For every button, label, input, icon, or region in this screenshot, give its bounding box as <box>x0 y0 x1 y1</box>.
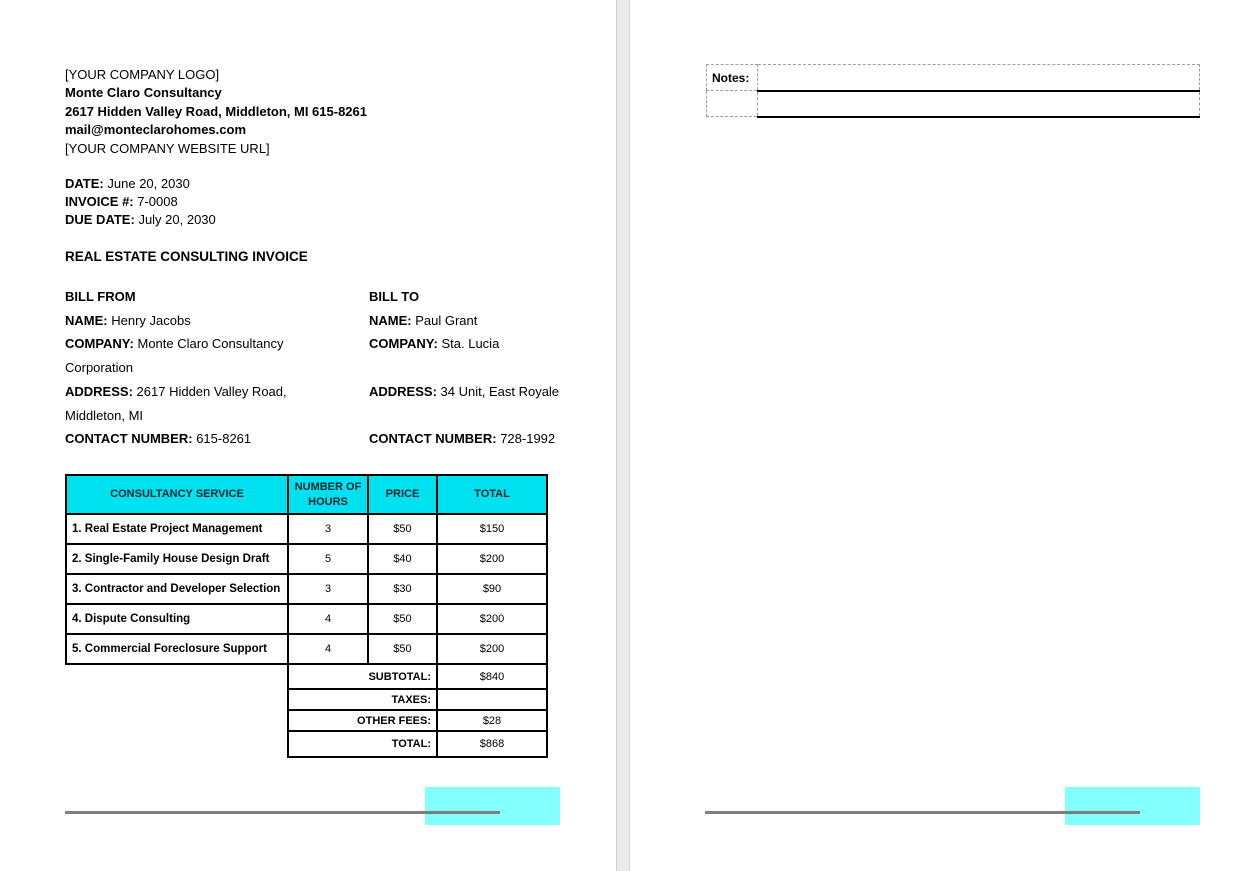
invoice-page <box>0 0 616 871</box>
total-cell: $200 <box>437 634 547 664</box>
signature-highlight-field[interactable] <box>1065 787 1200 825</box>
invoice-meta-block <box>65 175 216 230</box>
table-row <box>66 634 547 664</box>
company-email: mail@monteclarohomes.com <box>65 122 247 138</box>
bill-from-company <box>65 332 360 379</box>
date-value: June 20, 2030 <box>107 176 190 191</box>
bill-to-contact <box>369 427 580 451</box>
price-cell: $30 <box>368 574 437 604</box>
price-cell: $50 <box>368 514 437 544</box>
bill-to-name-label: NAME: <box>369 312 412 328</box>
taxes-row <box>66 689 547 710</box>
bill-from-name-value: Henry Jacobs <box>111 312 191 328</box>
price-cell: $50 <box>368 634 437 664</box>
service-name-cell: 4. Dispute Consulting <box>66 604 288 634</box>
service-name-cell: 2. Single-Family House Design Draft <box>66 544 288 574</box>
services-table-header-row <box>66 475 547 514</box>
col-header-price: PRICE <box>368 475 437 514</box>
signature-highlight-field[interactable] <box>425 787 560 825</box>
hours-cell: 4 <box>288 634 368 664</box>
grand-total-value: $868 <box>437 731 547 757</box>
page-gap-divider <box>616 0 630 871</box>
bill-to-address-label: ADDRESS: <box>369 383 437 399</box>
invoice-due-date-row <box>65 211 216 229</box>
signature-line[interactable] <box>65 811 500 814</box>
subtotal-row <box>66 664 547 689</box>
bill-from-address-value: 2617 Hidden Valley Road, Middleton, MI <box>65 383 287 423</box>
bill-to-company <box>369 332 580 379</box>
bill-from-address-label: ADDRESS: <box>65 383 133 399</box>
company-website-placeholder: [YOUR COMPANY WEBSITE URL] <box>65 140 270 156</box>
col-header-number-of-hours: NUMBER OF HOURS <box>288 475 368 514</box>
signature-line[interactable] <box>705 811 1140 814</box>
notes-table <box>706 64 1200 118</box>
notes-page <box>630 0 1247 871</box>
company-name: Monte Claro Consultancy <box>65 85 222 101</box>
summary-spacer <box>66 664 288 689</box>
bill-from-name <box>65 309 360 333</box>
table-row <box>66 604 547 634</box>
company-logo-placeholder: [YOUR COMPANY LOGO] <box>65 67 220 82</box>
notes-label: Notes: <box>707 65 758 91</box>
due-date-label: DUE DATE: <box>65 212 135 228</box>
subtotal-value: $840 <box>437 664 547 689</box>
total-cell: $200 <box>437 604 547 634</box>
price-cell: $50 <box>368 604 437 634</box>
bill-to-company-label: COMPANY: <box>369 336 438 352</box>
bill-from-company-value: Monte Claro Consultancy Corporation <box>65 336 284 376</box>
notes-row <box>707 91 1200 117</box>
bill-to-name-value: Paul Grant <box>415 312 478 328</box>
bill-to-name <box>369 309 580 333</box>
summary-spacer <box>66 710 288 731</box>
other-fees-label: OTHER FEES: <box>288 710 437 731</box>
table-row <box>66 514 547 544</box>
service-name-cell: 1. Real Estate Project Management <box>66 514 288 544</box>
invoice-number-label: INVOICE #: <box>65 194 134 210</box>
summary-spacer <box>66 731 288 757</box>
bill-from-name-label: NAME: <box>65 312 108 328</box>
col-header-total: TOTAL <box>437 475 547 514</box>
taxes-value[interactable] <box>437 689 547 710</box>
invoice-date-row <box>65 175 216 193</box>
bill-from-company-label: COMPANY: <box>65 336 134 352</box>
hours-cell: 5 <box>288 544 368 574</box>
company-address: 2617 Hidden Valley Road, Middleton, MI 615-8261 <box>65 103 367 119</box>
total-cell: $90 <box>437 574 547 604</box>
due-date-value: July 20, 2030 <box>138 212 216 228</box>
total-cell: $200 <box>437 544 547 574</box>
hours-cell: 4 <box>288 604 368 634</box>
col-header-consultancy-service: CONSULTANCY SERVICE <box>66 475 288 514</box>
service-name-cell: 3. Contractor and Developer Selection <box>66 574 288 604</box>
bill-to-heading: BILL TO <box>369 289 420 304</box>
date-label: DATE: <box>65 176 104 191</box>
hours-cell: 3 <box>288 574 368 604</box>
hours-cell: 3 <box>288 514 368 544</box>
total-cell: $150 <box>437 514 547 544</box>
table-row <box>66 544 547 574</box>
bill-to-company-value: Sta. Lucia <box>441 336 500 352</box>
grand-total-label: TOTAL: <box>288 731 437 757</box>
taxes-label: TAXES: <box>288 689 437 710</box>
bill-to-contact-label: CONTACT NUMBER: <box>369 431 497 447</box>
bill-from-contact-label: CONTACT NUMBER: <box>65 431 193 447</box>
bill-from-contact-value: 615-8261 <box>196 431 252 447</box>
bill-to-contact-value: 728-1992 <box>500 431 556 447</box>
invoice-number-value: 7-0008 <box>137 194 178 210</box>
document-title: REAL ESTATE CONSULTING INVOICE <box>65 249 308 264</box>
notes-input-line[interactable] <box>758 65 1200 91</box>
invoice-number-row <box>65 193 216 211</box>
price-cell: $40 <box>368 544 437 574</box>
notes-label-empty-cell <box>707 91 758 117</box>
bill-from-address <box>65 380 360 427</box>
billing-info-section <box>65 285 580 451</box>
company-header-block <box>65 66 367 158</box>
notes-row <box>707 65 1200 91</box>
bill-to-address <box>369 380 580 427</box>
services-table <box>65 474 548 758</box>
table-row <box>66 574 547 604</box>
bill-to-address-value: 34 Unit, East Royale <box>440 383 560 399</box>
bill-from-contact <box>65 427 360 451</box>
other-fees-value: $28 <box>437 710 547 731</box>
subtotal-label: SUBTOTAL: <box>288 664 437 689</box>
other-fees-row <box>66 710 547 731</box>
bill-from-heading: BILL FROM <box>65 289 136 304</box>
notes-input-line[interactable] <box>758 91 1200 117</box>
total-row <box>66 731 547 757</box>
service-name-cell: 5. Commercial Foreclosure Support <box>66 634 288 664</box>
summary-spacer <box>66 689 288 710</box>
